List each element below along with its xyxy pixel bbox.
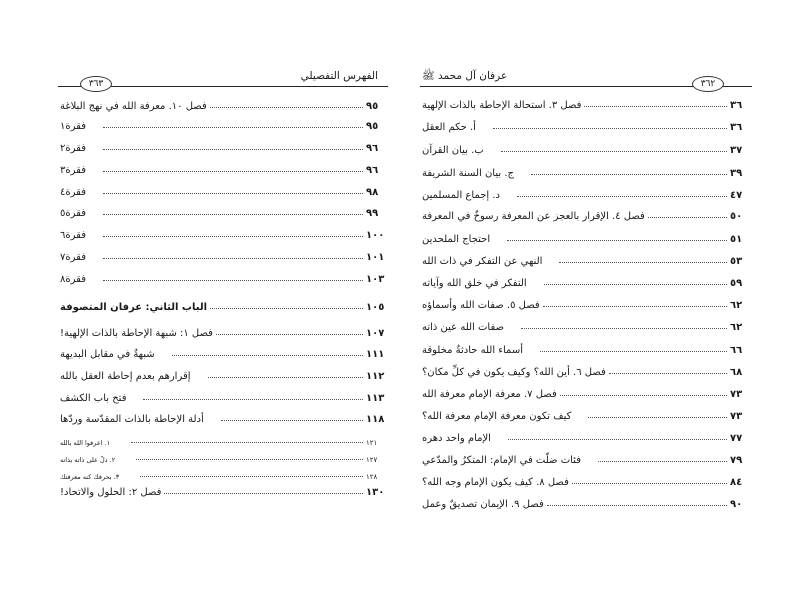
dot-leader <box>543 306 727 307</box>
toc-entry-title: فصل ٤. الإقرار بالعجز عن المعرفة رسوخٌ في المعرفة <box>422 211 645 222</box>
page-header <box>58 66 388 88</box>
toc-entry <box>58 482 388 498</box>
toc-entry-page: ١٠٧ <box>366 328 385 339</box>
toc-entry-title: فصل ٨. كيف يكون الإمام وجه الله؟ <box>422 477 569 488</box>
toc-entry-page: ٣٩ <box>730 168 743 179</box>
dot-leader <box>103 280 363 281</box>
dot-leader <box>103 171 363 172</box>
toc-entry-page: ١٠٠ <box>366 230 385 241</box>
toc-entry-title: فقرة٥ <box>60 208 86 219</box>
toc-entry-page: ١٣٠ <box>366 487 385 498</box>
toc-entry-title: فصل ٢: الحلول والاتحاد! <box>60 487 162 498</box>
dot-leader <box>210 308 363 309</box>
dot-leader <box>210 107 363 108</box>
toc-entry-page: ٦٦ <box>730 345 743 356</box>
toc-entry-page: ١١١ <box>366 349 385 360</box>
toc-entry <box>420 472 752 488</box>
toc-entry-title: فصل ٥. صفات الله وأسماؤه <box>422 300 540 311</box>
dot-leader <box>164 493 363 494</box>
toc-entry <box>58 344 388 360</box>
toc-entry <box>420 362 752 378</box>
toc-entry-title: الإمام واحد دهره <box>422 433 491 444</box>
toc-entry-title: كيف تكون معرفة الإمام معرفة الله؟ <box>422 411 572 422</box>
toc-entry-title: إقرارهم بعدم إحاطة العقل بالله <box>60 371 191 382</box>
toc-entry-title: فقرة٦ <box>60 230 86 241</box>
toc-entry-page: ٥٠ <box>730 211 743 222</box>
toc-entry <box>420 450 752 466</box>
toc-entry-page: ٥٩ <box>730 278 743 289</box>
toc-entry <box>58 182 388 198</box>
toc-entry <box>58 96 388 112</box>
toc-entry <box>420 163 752 179</box>
toc-entry-page: ٧٣ <box>730 389 743 400</box>
dot-leader <box>531 174 727 175</box>
toc-entry-page: ٩٦ <box>366 143 379 154</box>
toc-entry-page: ١٢١ <box>366 439 378 447</box>
dot-leader <box>221 420 363 421</box>
toc-entry <box>420 317 752 333</box>
page-header <box>420 66 752 88</box>
toc-entry-page: ١٠١ <box>366 252 385 263</box>
dot-leader <box>172 355 363 356</box>
toc-entry-page: ٤٧ <box>730 190 743 201</box>
toc-entry-title: أدلة الإحاطة بالذات المقدّسة وردّها <box>60 414 204 425</box>
toc-entry <box>420 406 752 422</box>
toc-entry <box>420 95 752 111</box>
toc-entry-title: فصل ١: شبهة الإحاطة بالذات الإلهية! <box>60 328 213 339</box>
toc-entry-page: ٦٢ <box>730 322 743 333</box>
toc-entry-title: د. إجماع المسلمين <box>422 190 500 201</box>
dot-leader <box>143 399 363 400</box>
toc-entry-title: فقرة٧ <box>60 252 86 263</box>
dot-leader <box>103 258 363 259</box>
toc-entry-title: فصل ٦. أين الله؟ وكيف يكون في كلِّ مكان؟ <box>422 367 606 378</box>
toc-entry-title: فئات ضلّت في الإمام: المتكرُ والمدّعي <box>422 455 581 466</box>
dot-leader <box>517 196 727 197</box>
dot-leader <box>493 128 727 129</box>
toc-entry-title: فصل ٩. الإيمان تصديقٌ وعمل <box>422 499 544 510</box>
toc-entry <box>58 247 388 263</box>
toc-entry-title: ب. بيان القرآن <box>422 145 484 156</box>
toc-entry-title: النهي عن التفكر في ذات الله <box>422 256 543 267</box>
dot-leader <box>103 214 363 215</box>
toc-entry-title: ١. اعرفوا الله بالله <box>60 439 111 447</box>
dot-leader <box>208 377 363 378</box>
dot-leader <box>501 151 727 152</box>
dot-leader <box>609 373 727 374</box>
toc-entry <box>58 388 388 404</box>
toc-entry <box>58 225 388 241</box>
toc-entry-page: ١٢٨ <box>366 473 378 481</box>
dot-leader <box>544 284 727 285</box>
toc-entry-title: أ. حكم العقل <box>422 122 476 133</box>
toc-entry-page: ٣٦ <box>730 100 743 111</box>
dot-leader <box>584 106 727 107</box>
dot-leader <box>216 334 363 335</box>
header-title: الفهرس التفصيلي <box>300 70 378 82</box>
toc-entry-title: فقرة٨ <box>60 274 86 285</box>
toc-entry-page: ١١٢ <box>366 371 385 382</box>
toc-entry <box>58 203 388 219</box>
toc-entry-title: فقرة٤ <box>60 187 86 198</box>
toc-entry <box>58 160 388 176</box>
toc-entry <box>420 140 752 156</box>
toc-entry <box>58 138 388 154</box>
toc-entry <box>420 340 752 356</box>
toc-entry-title: ٢. دلّ على ذاته بذاته <box>60 456 116 464</box>
toc-entry-title: ج. بيان السنة الشريفة <box>422 168 514 179</box>
toc-entry-page: ٩٩ <box>366 208 379 219</box>
dot-leader <box>136 459 363 460</box>
dot-leader <box>547 505 727 506</box>
toc-entry-page: ١٠٣ <box>366 274 385 285</box>
toc-entry-page: ٩٠ <box>730 499 743 510</box>
toc-entry-page: ٧٣ <box>730 411 743 422</box>
dot-leader <box>131 442 363 443</box>
dot-leader <box>507 240 727 241</box>
page-number: ٣٦٣ <box>80 76 112 92</box>
toc-entry <box>58 269 388 285</box>
dot-leader <box>560 395 727 396</box>
dot-leader <box>572 483 727 484</box>
dot-leader <box>103 127 363 128</box>
toc-entry-title: أسماء الله حادثةٌ مخلوقة <box>422 345 523 356</box>
toc-entry-page: ٩٨ <box>366 187 379 198</box>
toc-entry <box>420 206 752 222</box>
page-number: ٣٦٢ <box>692 76 724 92</box>
toc-entry <box>420 384 752 400</box>
toc-entry <box>420 185 752 201</box>
toc-entry-page: ١١٨ <box>366 414 385 425</box>
toc-entry-page: ٣٧ <box>730 145 743 156</box>
toc-entry-title: فتح باب الكشف <box>60 393 127 404</box>
toc-entry <box>58 448 388 464</box>
right-page <box>420 0 752 602</box>
toc-entry-title: شبهةٌ في مقابل البديهة <box>60 349 155 360</box>
toc-entry-page: ٥١ <box>730 234 743 245</box>
toc-entry-title: فقرة٣ <box>60 165 86 176</box>
dot-leader <box>648 217 727 218</box>
dot-leader <box>598 461 727 462</box>
toc-entry-page: ٦٢ <box>730 300 743 311</box>
toc-entry-page: ٦٨ <box>730 367 743 378</box>
toc-entry <box>58 297 388 313</box>
toc-entry <box>420 117 752 133</box>
toc-entry <box>58 116 388 132</box>
left-page <box>58 0 388 602</box>
toc-entry-page: ٧٧ <box>730 433 743 444</box>
toc-entry <box>420 428 752 444</box>
toc-entry-title: الباب الثاني: عرفان المتصوفة <box>60 302 207 313</box>
toc-entry-page: ٩٥ <box>366 121 379 132</box>
toc-entry-title: فصل ٣. استحالة الإحاطة بالذات الإلهية <box>422 100 582 111</box>
toc-entry-title: التفكر في خلق الله وآياته <box>422 278 527 289</box>
toc-entry-page: ٥٣ <box>730 256 743 267</box>
toc-entry-page: ٩٦ <box>366 165 379 176</box>
toc-entry-title: فصل ١٠. معرفة الله في نهج البلاغة <box>60 101 207 112</box>
dot-leader <box>103 149 363 150</box>
dot-leader <box>140 476 363 477</box>
toc-entry <box>420 295 752 311</box>
toc-entry-page: ٩٥ <box>366 101 379 112</box>
toc-entry <box>58 465 388 481</box>
toc-entry-title: صفات الله عين ذاته <box>422 322 505 333</box>
toc-entry <box>420 251 752 267</box>
toc-entry-title: ٣. بحرفك كنه معرفتك <box>60 473 120 481</box>
toc-entry <box>58 431 388 447</box>
dot-leader <box>508 439 727 440</box>
toc-entry-title: فقرة١ <box>60 121 86 132</box>
toc-entry-title: فصل ٧. معرفة الإمام معرفة الله <box>422 389 557 400</box>
dot-leader <box>588 417 727 418</box>
toc-entry-page: ٨٤ <box>730 477 743 488</box>
toc-entry-page: ٧٩ <box>730 455 743 466</box>
toc-entry <box>58 409 388 425</box>
toc-entry-title: احتجاج الملحدين <box>422 234 491 245</box>
header-title: عرفان آل محمد ﷺ <box>422 70 508 82</box>
toc-entry <box>420 273 752 289</box>
toc-entry <box>420 229 752 245</box>
toc-entry-page: ١٠٥ <box>366 302 385 313</box>
toc-entry <box>420 494 752 510</box>
dot-leader <box>103 236 363 237</box>
dot-leader <box>540 351 727 352</box>
toc-entry-title: فقرة٢ <box>60 143 86 154</box>
dot-leader <box>521 328 727 329</box>
toc-entry <box>58 323 388 339</box>
toc-entry-page: ٣٦ <box>730 122 743 133</box>
toc-entry-page: ١١٣ <box>366 393 385 404</box>
dot-leader <box>559 262 727 263</box>
toc-entry <box>58 366 388 382</box>
toc-entry-page: ١٢٧ <box>366 456 378 464</box>
dot-leader <box>103 193 363 194</box>
